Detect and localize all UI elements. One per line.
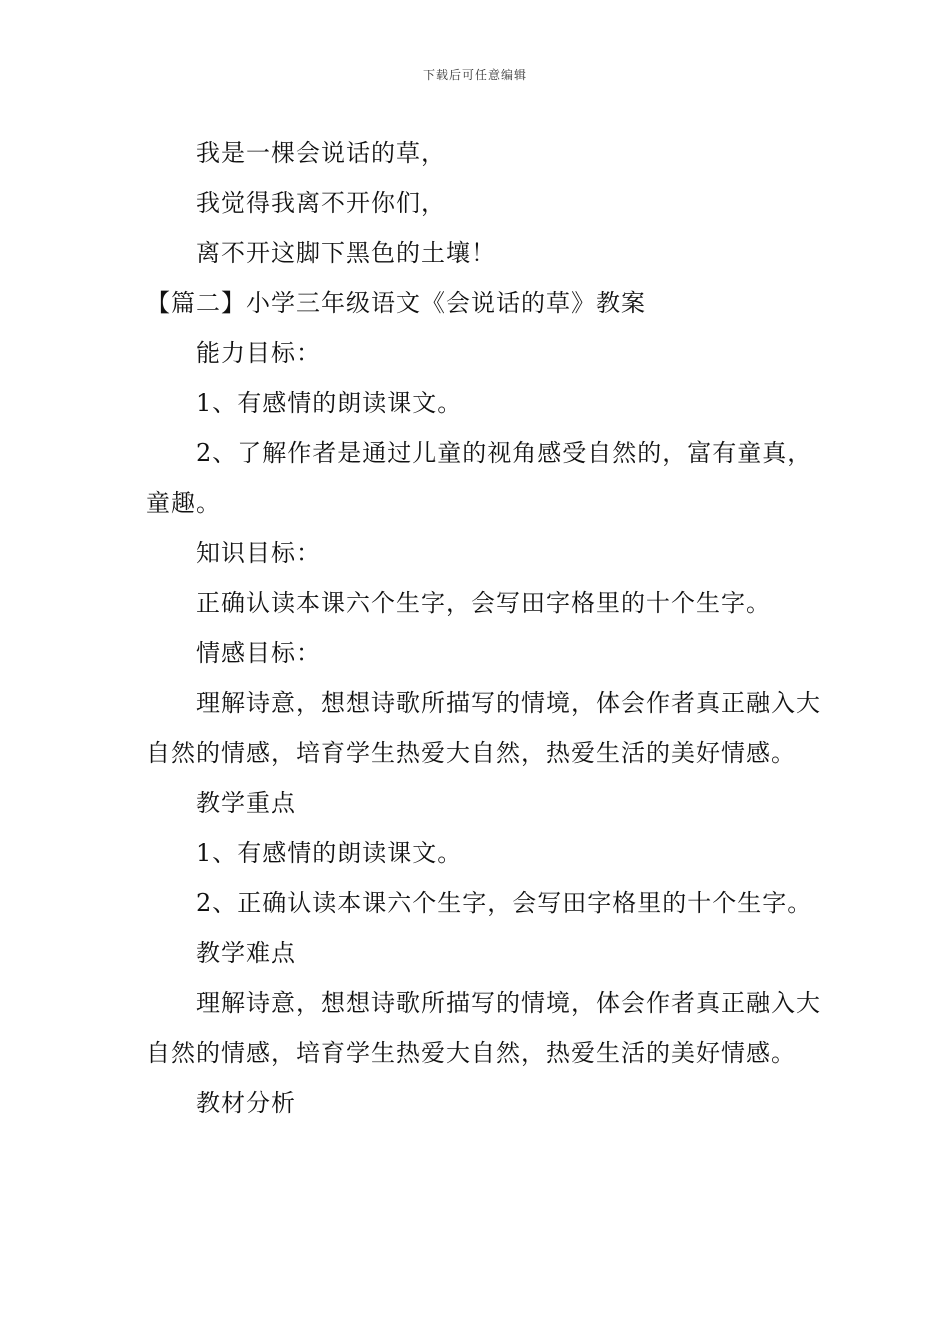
list-item: 2、正确认读本课六个生字，会写田字格里的十个生字。 — [196, 889, 813, 917]
list-item: 1、有感情的朗读课文。 — [196, 839, 463, 867]
heading-key-points: 教学重点 — [196, 789, 296, 817]
heading-material-analysis: 教材分析 — [196, 1089, 296, 1117]
paragraph: 正确认读本课六个生字，会写田字格里的十个生字。 — [196, 589, 771, 617]
header-note: 下载后可任意编辑 — [422, 68, 527, 82]
paragraph: 理解诗意，想想诗歌所描写的情境，体会作者真正融入大自然的情感，培育学生热爱大自然，热爱生活的美好情感。 — [146, 689, 821, 767]
poem-line: 离不开这脚下黑色的土壤！ — [196, 239, 496, 267]
list-item: 2、了解作者是通过儿童的视角感受自然的，富有童真，童趣。 — [146, 439, 813, 517]
heading-knowledge-goal: 知识目标： — [196, 539, 321, 567]
heading-ability-goal: 能力目标： — [196, 339, 321, 367]
document-body — [146, 128, 836, 1128]
section-title: 【篇二】小学三年级语文《会说话的草》教案 — [146, 289, 646, 317]
paragraph: 理解诗意，想想诗歌所描写的情境，体会作者真正融入大自然的情感，培育学生热爱大自然，热爱生活的美好情感。 — [146, 989, 821, 1067]
heading-difficulties: 教学难点 — [196, 939, 296, 967]
poem-line: 我是一棵会说话的草， — [196, 139, 446, 167]
poem-line: 我觉得我离不开你们， — [196, 189, 446, 217]
list-item: 1、有感情的朗读课文。 — [196, 389, 463, 417]
heading-emotion-goal: 情感目标： — [196, 639, 321, 667]
